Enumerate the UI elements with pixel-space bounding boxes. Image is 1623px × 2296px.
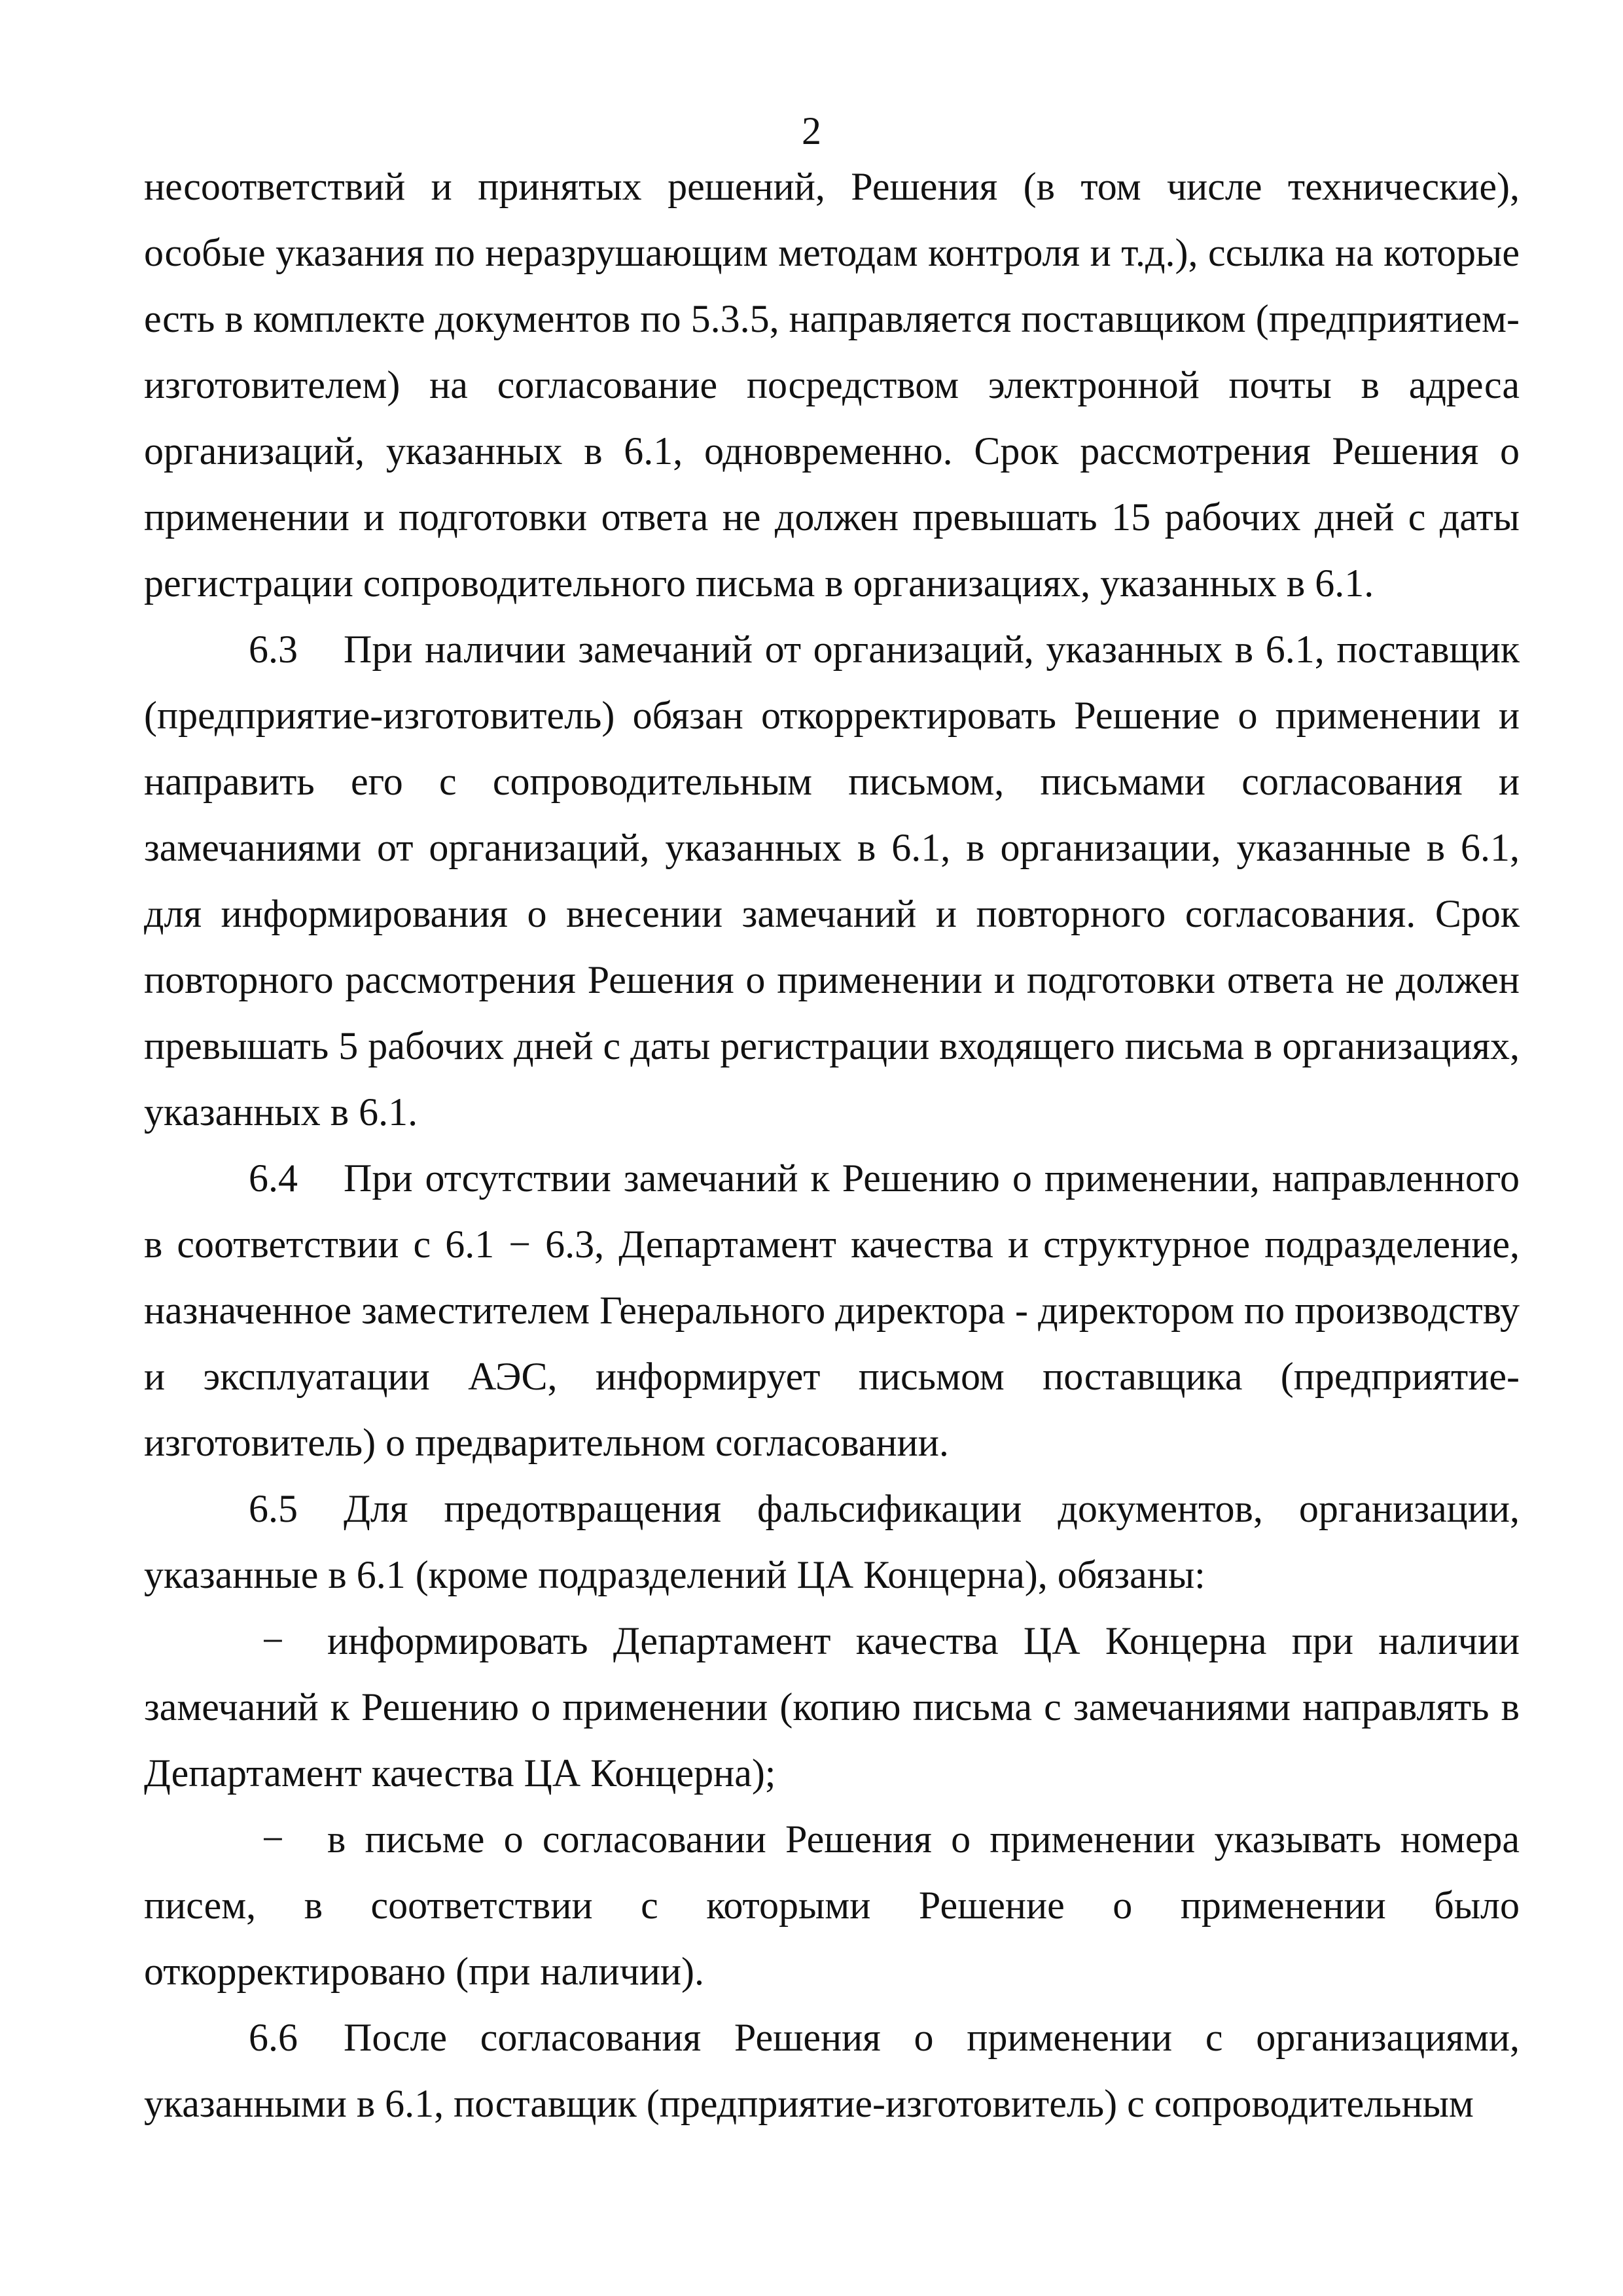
clause-number: 6.5 (249, 1487, 298, 1530)
paragraph-6-6 (144, 2005, 1520, 2137)
paragraph-6-5 (144, 1476, 1520, 1608)
list-item-text: в письме о согласовании Решения о применении указывать номера писем, в соответствии с которыми Решение о применении было откорректировано (при наличии). (144, 1818, 1520, 1993)
page-number: 2 (802, 109, 821, 152)
dash-bullet: − (262, 1619, 284, 1662)
list-item (144, 1806, 1520, 2005)
paragraph-text: При наличии замечаний от организаций, указанных в 6.1, поставщик (предприятие-изготовитель) обязан откорректировать Решение о применении и направить его с сопроводительным письмом, письмами согласования и замечаниями от организаций, указанных в 6.1, в организации, указанные в 6.1, для информирования о внесении замечаний и повторного согласования. Срок повторного рассмотрения Решения о применении и подготовки ответа не должен превышать 5 рабочих дней с даты регистрации входящего письма в организациях, указанных в 6.1. (144, 628, 1520, 1134)
paragraph-continuation: несоответствий и принятых решений, Решения (в том числе технические), особые указания по неразрушающим методам контроля и т.д.), ссылка на которые есть в комплекте документов по 5.3.5, направляется поставщиком (предприятием-изготовителем) на согласование посредством электронной почты в адреса организаций, указанных в 6.1, одновременно. Срок рассмотрения Решения о применении и подготовки ответа не должен превышать 15 рабочих дней с даты регистрации сопроводительного письма в организациях, указанных в 6.1. (144, 165, 1520, 605)
clause-number: 6.6 (249, 2016, 298, 2059)
document-body (144, 154, 1520, 2137)
list-item (144, 1608, 1520, 1806)
paragraph-6-3 (144, 617, 1520, 1145)
clause-number: 6.3 (249, 628, 298, 671)
paragraph-text: После согласования Решения о применении с организациями, указанными в 6.1, поставщик (предприятие-изготовитель) с сопроводительным (144, 2016, 1520, 2125)
paragraph-6-4 (144, 1145, 1520, 1476)
paragraph-text: Для предотвращения фальсификации документов, организации, указанные в 6.1 (кроме подразделений ЦА Концерна), обязаны: (144, 1487, 1520, 1596)
clause-number: 6.4 (249, 1157, 298, 1200)
paragraph-text: При отсутствии замечаний к Решению о применении, направленного в соответствии с 6.1 − 6.3, Департамент качества и структурное подразделение, назначенное заместителем Генерального директора - директором по производству и эксплуатации АЭС, информирует письмом поставщика (предприятие-изготовитель) о предварительном согласовании. (144, 1157, 1520, 1464)
list-item-text: информировать Департамент качества ЦА Концерна при наличии замечаний к Решению о применении (копию письма с замечаниями направлять в Департамент качества ЦА Концерна); (144, 1619, 1520, 1795)
dash-bullet: − (262, 1818, 284, 1861)
